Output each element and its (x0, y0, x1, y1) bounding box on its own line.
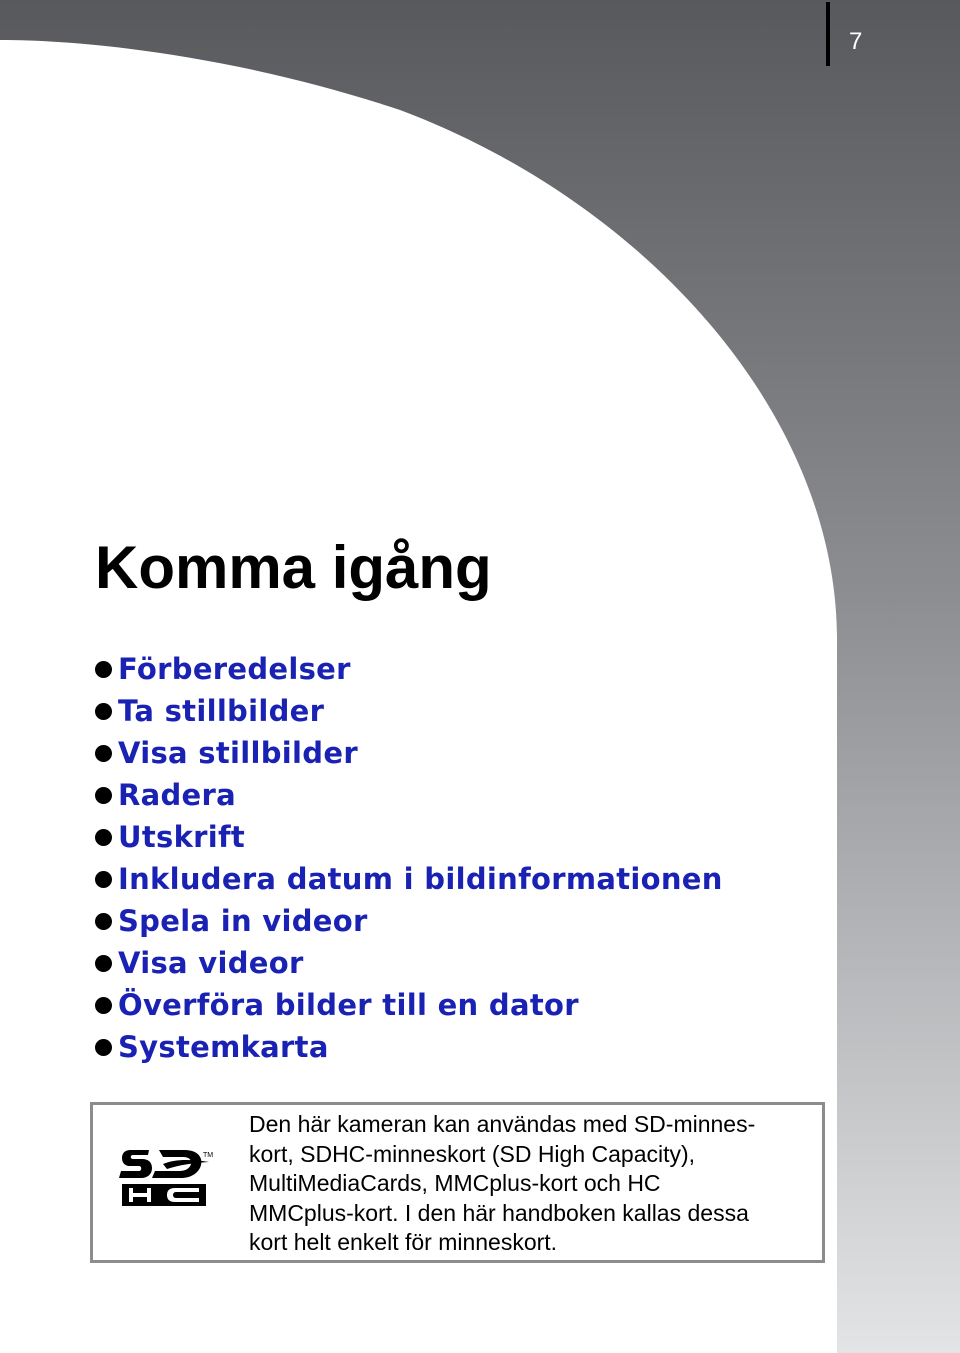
toc-item-label[interactable]: Ta stillbilder (118, 693, 325, 728)
toc-item-label[interactable]: Systemkarta (118, 1029, 329, 1064)
bullet-icon (95, 787, 112, 804)
toc-item[interactable] (95, 1026, 723, 1068)
bullet-icon (95, 913, 112, 930)
bullet-icon (95, 703, 112, 720)
toc-item[interactable] (95, 732, 723, 774)
toc-item-label[interactable]: Visa videor (118, 945, 304, 980)
toc-item[interactable] (95, 816, 723, 858)
bullet-icon (95, 997, 112, 1014)
toc-item-label[interactable]: Överföra bilder till en dator (118, 987, 579, 1022)
chapter-title: Komma igång (95, 534, 492, 601)
sdhc-logo-icon (119, 1147, 215, 1211)
bullet-icon (95, 955, 112, 972)
toc-item-label[interactable]: Visa stillbilder (118, 735, 358, 770)
toc-item[interactable] (95, 984, 723, 1026)
toc-item-label[interactable]: Radera (118, 777, 236, 812)
toc-item-label[interactable]: Inkludera datum i bildinformationen (118, 861, 723, 896)
memory-card-note-text: Den här kameran kan användas med SD-minnes- kort, SDHC-minneskort (SD High Capacity), MultiMediaCards, MMCplus-kort och HC MMCplus-kort. I den här handboken kallas dessa kort helt enkelt för minneskort. (249, 1111, 756, 1255)
chapter-contents-list (95, 648, 723, 1068)
toc-item[interactable] (95, 648, 723, 690)
bullet-icon (95, 871, 112, 888)
bullet-icon (95, 745, 112, 762)
page-number: 7 (849, 28, 863, 55)
toc-item[interactable] (95, 690, 723, 732)
bullet-icon (95, 661, 112, 678)
toc-item[interactable] (95, 942, 723, 984)
svg-text:TM: TM (203, 1152, 214, 1159)
toc-item[interactable] (95, 858, 723, 900)
toc-item[interactable] (95, 900, 723, 942)
bullet-icon (95, 1039, 112, 1056)
page-number-bar (826, 2, 830, 66)
bullet-icon (95, 829, 112, 846)
toc-item-label[interactable]: Förberedelser (118, 651, 351, 686)
toc-item-label[interactable]: Utskrift (118, 819, 246, 854)
memory-card-note-box (90, 1102, 825, 1263)
toc-item-label[interactable]: Spela in videor (118, 903, 368, 938)
toc-item[interactable] (95, 774, 723, 816)
